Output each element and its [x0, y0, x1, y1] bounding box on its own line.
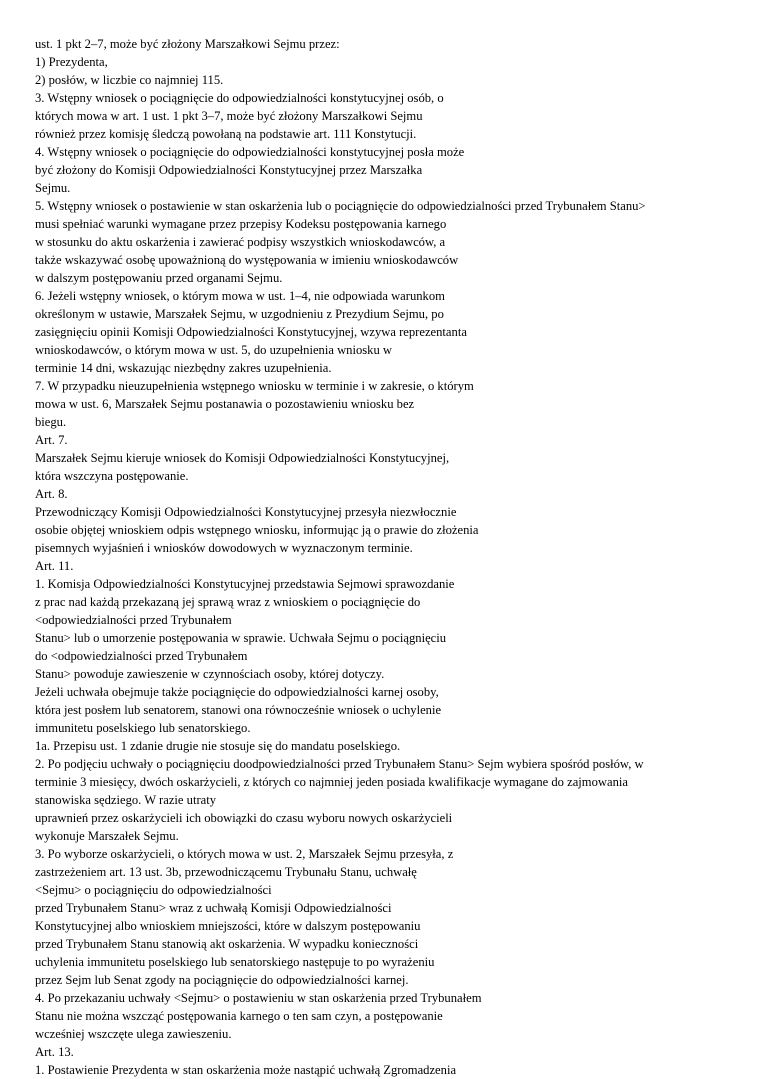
text-line: musi spełniać warunki wymagane przez przepisy Kodeksu postępowania karnego	[35, 217, 447, 231]
text-line: być złożony do Komisji Odpowiedzialności Konstytucyjnej przez Marszałka	[35, 163, 423, 177]
text-line: określonym w ustawie, Marszałek Sejmu, w uzgodnieniu z Prezydium Sejmu, po	[35, 307, 444, 321]
text-line: osobie objętej wnioskiem odpis wstępnego wniosku, informując ją o prawie do złożenia	[35, 523, 479, 537]
text-line: 6. Jeżeli wstępny wniosek, o którym mowa w ust. 1–4, nie odpowiada warunkom	[35, 289, 445, 303]
text-line: 7. W przypadku nieuzupełnienia wstępnego wniosku w terminie i w zakresie, o którym	[35, 379, 474, 393]
text-line: zasięgnięciu opinii Komisji Odpowiedzialności Konstytucyjnej, wzywa reprezentanta	[35, 325, 467, 339]
text-line: pisemnych wyjaśnień i wniosków dowodowych w wyznaczonym terminie.	[35, 541, 413, 555]
text-line: immunitetu poselskiego lub senatorskiego.	[35, 721, 251, 735]
text-line: uprawnień przez oskarżycieli ich obowiązki do czasu wyboru nowych oskarżycieli	[35, 811, 453, 825]
text-line: wcześniej wszczęte ulega zawieszeniu.	[35, 1027, 232, 1041]
text-line: z prac nad każdą przekazaną jej sprawą wraz z wnioskiem o pociągnięcie do	[35, 595, 421, 609]
text-line: Sejmu.	[35, 181, 71, 195]
text-line: 3. Wstępny wniosek o pociągnięcie do odpowiedzialności konstytucyjnej osób, o	[35, 91, 444, 105]
text-line: także wskazywać osobę upoważnioną do występowania w imieniu wnioskodawców	[35, 253, 459, 267]
text-line: 1. Komisja Odpowiedzialności Konstytucyjnej przedstawia Sejmowi sprawozdanie	[35, 577, 455, 591]
text-line: wykonuje Marszałek Sejmu.	[35, 829, 179, 843]
text-line: biegu.	[35, 415, 67, 429]
text-line: mowa w ust. 6, Marszałek Sejmu postanawia o pozostawieniu wniosku bez	[35, 397, 415, 411]
text-line: 4. Po przekazaniu uchwały <Sejmu> o postawieniu w stan oskarżenia przed Trybunałem	[35, 991, 482, 1005]
text-line: do <odpowiedzialności przed Trybunałem	[35, 649, 248, 663]
text-line: Art. 13.	[35, 1045, 74, 1059]
text-line: również przez komisję śledczą powołaną na podstawie art. 111 Konstytucji.	[35, 127, 417, 141]
text-line: 1. Postawienie Prezydenta w stan oskarżenia może nastąpić uchwałą Zgromadzenia	[35, 1063, 457, 1077]
text-line: w dalszym postępowaniu przed organami Sejmu.	[35, 271, 283, 285]
text-line: Stanu nie można wszcząć postępowania karnego o ten sam czyn, a postępowanie	[35, 1009, 443, 1023]
text-line: Przewodniczący Komisji Odpowiedzialności Konstytucyjnej przesyła niezwłocznie	[35, 505, 457, 519]
text-line: 5. Wstępny wniosek o postawienie w stan oskarżenia lub o pociągnięcie do odpowiedzialności przed Trybunałem Stanu>	[35, 199, 646, 213]
text-line: Stanu> powoduje zawieszenie w czynnościach osoby, której dotyczy.	[35, 667, 385, 681]
text-line: terminie 14 dni, wskazując niezbędny zakres uzupełnienia.	[35, 361, 332, 375]
text-line: stanowiska sędziego. W razie utraty	[35, 793, 217, 807]
text-line: terminie 3 miesięcy, dwóch oskarżycieli, z których co najmniej jeden posiada kwalifikacje wymagane do zajmowania	[35, 775, 628, 789]
text-line: Konstytucyjnej albo wnioskiem mniejszości, które w dalszym postępowaniu	[35, 919, 421, 933]
text-line: których mowa w art. 1 ust. 1 pkt 3–7, może być złożony Marszałkowi Sejmu	[35, 109, 423, 123]
text-line: Art. 7.	[35, 433, 68, 447]
text-line: która wszczyna postępowanie.	[35, 469, 189, 483]
text-line: przed Trybunałem Stanu stanowią akt oskarżenia. W wypadku konieczności	[35, 937, 419, 951]
text-line: Art. 11.	[35, 559, 74, 573]
text-line: 2. Po podjęciu uchwały o pociągnięciu doodpowiedzialności przed Trybunałem Stanu> Sejm wybiera spośród posłów, w	[35, 757, 644, 771]
text-line: Stanu> lub o umorzenie postępowania w sprawie. Uchwała Sejmu o pociągnięciu	[35, 631, 447, 645]
text-line: 1) Prezydenta,	[35, 55, 108, 69]
text-line: 3. Po wyborze oskarżycieli, o których mowa w ust. 2, Marszałek Sejmu przesyła, z	[35, 847, 454, 861]
text-line: w stosunku do aktu oskarżenia i zawierać podpisy wszystkich wnioskodawców, a	[35, 235, 446, 249]
text-line: ust. 1 pkt 2–7, może być złożony Marszałkowi Sejmu przez:	[35, 37, 340, 51]
text-line: przed Trybunałem Stanu> wraz z uchwałą Komisji Odpowiedzialności	[35, 901, 392, 915]
document-body	[35, 35, 750, 1079]
text-line: Jeżeli uchwała obejmuje także pociągnięcie do odpowiedzialności karnej osoby,	[35, 685, 439, 699]
text-line: zastrzeżeniem art. 13 ust. 3b, przewodniczącemu Trybunału Stanu, uchwałę	[35, 865, 417, 879]
text-line: <Sejmu> o pociągnięciu do odpowiedzialności	[35, 883, 272, 897]
text-line: 2) posłów, w liczbie co najmniej 115.	[35, 73, 224, 87]
text-line: przez Sejm lub Senat zgody na pociągnięcie do odpowiedzialności karnej.	[35, 973, 409, 987]
text-line: Art. 8.	[35, 487, 68, 501]
text-line: wnioskodawców, o którym mowa w ust. 5, do uzupełnienia wniosku w	[35, 343, 393, 357]
text-line: uchylenia immunitetu poselskiego lub senatorskiego następuje to po wyrażeniu	[35, 955, 435, 969]
text-line: która jest posłem lub senatorem, stanowi ona równocześnie wniosek o uchylenie	[35, 703, 442, 717]
text-line: 1a. Przepisu ust. 1 zdanie drugie nie stosuje się do mandatu poselskiego.	[35, 739, 401, 753]
text-line: <odpowiedzialności przed Trybunałem	[35, 613, 232, 627]
text-line: 4. Wstępny wniosek o pociągnięcie do odpowiedzialności konstytucyjnej posła może	[35, 145, 465, 159]
text-line: Marszałek Sejmu kieruje wniosek do Komisji Odpowiedzialności Konstytucyjnej,	[35, 451, 450, 465]
